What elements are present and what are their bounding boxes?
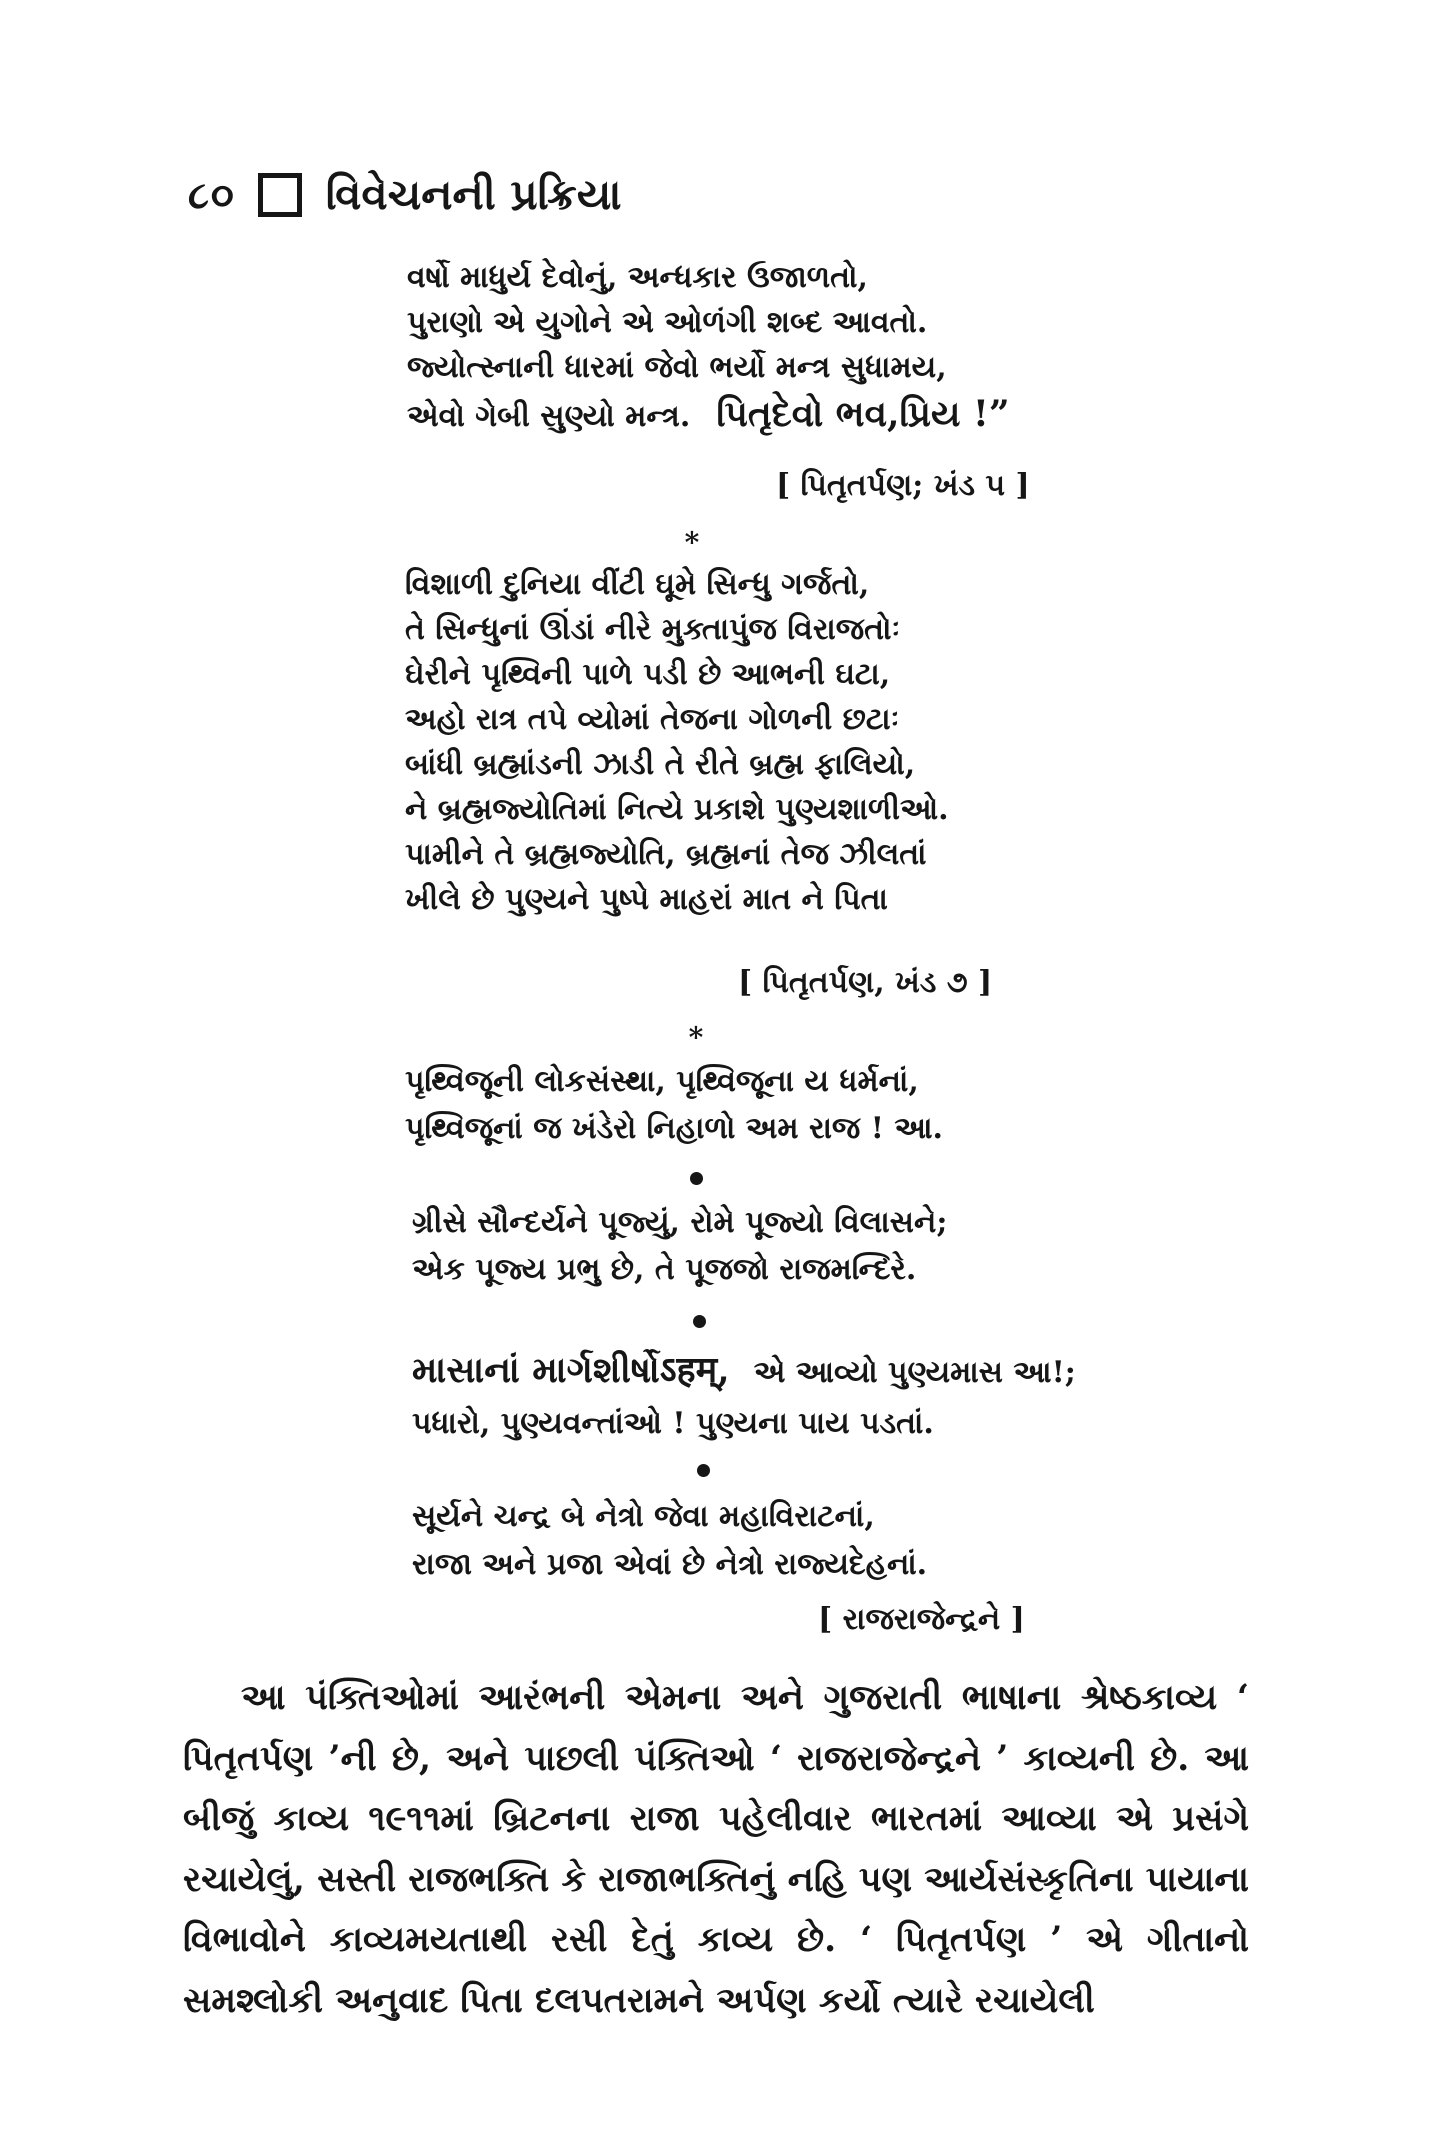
poem-line: પધારો, પુણ્યવન્તાંઓ ! પુણ્યના પાય પડતાં. xyxy=(412,1406,934,1441)
poem-line: બાંધી બ્રહ્માંડની ઝાડી તે રીતે બ્રહ્મ ફાલિયો, xyxy=(405,747,916,782)
poem-line-text: એવો ગેબી સુણ્યો મન્ત્ર. xyxy=(407,399,691,434)
poem-line: ગ્રીસે સૌન્દર્યને પૂજ્યું, રોમે પૂજ્યો વિલાસને; xyxy=(412,1205,948,1240)
paragraph-line: બીજું કાવ્ય ૧૯૧૧માં બ્રિટનના રાજા પહેલીવાર ભારતમાં આવ્યા એ પ્રસંગે xyxy=(183,1798,1249,1839)
poem-line: જ્યોત્સ્નાની ધારમાં જેવો ભર્યો મન્ત્ર સુધામય, xyxy=(407,350,947,385)
poem-line: પૃથ્વિજૂની લોકસંસ્થા, પૃથ્વિજૂના ય ધર્મનાં, xyxy=(405,1064,919,1099)
page-number: ૮૦ xyxy=(188,172,236,217)
poem-line: પામીને તે બ્રહ્મજ્યોતિ, બ્રહ્મનાં તેજ ઝીલતાં xyxy=(405,837,927,872)
paragraph-line: આ પંક્તિઓમાં આરંભની એમના અને ગુજરાતી ભાષાના શ્રેષ્ઠકાવ્ય xyxy=(241,1677,1218,1718)
square-box-icon xyxy=(258,173,302,217)
poem-line: પૃથ્વિજૂનાં જ ખંડેરો નિહાળો અમ રાજ ! આ. xyxy=(405,1111,943,1146)
paragraph-line: સમશ્લોકી અનુવાદ પિતા દલપતરામને અર્પણ કર્યો ત્યારે રચાયેલી xyxy=(183,1979,1095,2021)
body-paragraph xyxy=(183,1668,1249,2031)
dot-separator xyxy=(697,1464,710,1477)
poem-line-with-emphasis xyxy=(412,1350,1076,1393)
poem-line: રાજા અને પ્રજા એવાં છે નેત્રો રાજ્યદેહનાં. xyxy=(412,1547,928,1582)
poem-line: ખીલે છે પુણ્યને પુષ્પે માહરાં માત ને પિતા xyxy=(405,882,888,917)
poem-line: ઘેરીને પૃથ્વિની પાળે પડી છે આભની ઘટા, xyxy=(405,657,891,692)
citation: [ પિતૃતર્પણ, ખંડ ૭ ] xyxy=(738,965,993,1000)
poem-line: એક પૂજ્ય પ્રભુ છે, તે પૂજજો રાજમન્દિરે. xyxy=(412,1252,917,1287)
poem-line: વર્ષો માધુર્ય દેવોનું, અન્ધકાર ઉજાળતો, xyxy=(407,260,869,295)
dot-separator xyxy=(693,1315,706,1328)
poem-line-text: એ આવ્યો પુણ્યમાસ આ!; xyxy=(753,1355,1076,1390)
citation: [ પિતૃતર્પણ; ખંડ ૫ ] xyxy=(776,468,1030,503)
poem-line: સૂર્યને ચન્દ્ર બે નેત્રો જેવા મહાવિરાટનાં, xyxy=(412,1499,875,1534)
asterisk-separator: * xyxy=(684,526,700,559)
paragraph-line: રચાયેલું, સસ્તી રાજભક્તિ કે રાજાભક્તિનું નહિ પણ આર્યસંસ્કૃતિના પાયાના xyxy=(183,1858,1249,1900)
dot-separator xyxy=(690,1172,703,1185)
poem-line: તે સિન્ધુનાં ઊંડાં નીરે મુક્તાપુંજ વિરાજતોઃ xyxy=(405,612,901,647)
emphasized-phrase: પિતૃદેવો ભવ,પ્રિય !” xyxy=(716,393,1010,435)
poem-line: પુરાણો એ યુગોને એ ઓળંગી શબ્દ આવતો. xyxy=(407,305,928,340)
asterisk-separator: * xyxy=(688,1021,704,1054)
emphasized-phrase: માસાનાં માર્ગશીર્ષોऽहम्, xyxy=(412,1349,730,1391)
citation: [ રાજરાજેન્દ્રને ] xyxy=(818,1602,1025,1637)
paragraph-line: ‘ પિતૃતર્પણ ’ની છે, અને પાછલી પંક્તિઓ ‘ રાજરાજેન્દ્રને ’ કાવ્યની છે. આ xyxy=(183,1677,1250,1779)
poem-line: વિશાળી દુનિયા વીંટી ઘૂમે સિન્ધુ ગર્જતો, xyxy=(405,567,870,602)
poem-line: ને બ્રહ્મજ્યોતિમાં નિત્યે પ્રકાશે પુણ્યશાળીઓ. xyxy=(405,792,949,827)
poem-line-with-emphasis xyxy=(407,394,1010,437)
running-title: વિવેચનની પ્રક્રિયા xyxy=(325,170,622,219)
paragraph-line: વિભાવોને કાવ્યમયતાથી રસી દેતું કાવ્ય છે. ‘ પિતૃતર્પણ ’ એ ગીતાનો xyxy=(183,1919,1249,1960)
running-header xyxy=(188,165,622,225)
poem-line: અહો રાત્ર તપે વ્યોમાં તેજના ગોળની છટાઃ xyxy=(405,702,900,737)
